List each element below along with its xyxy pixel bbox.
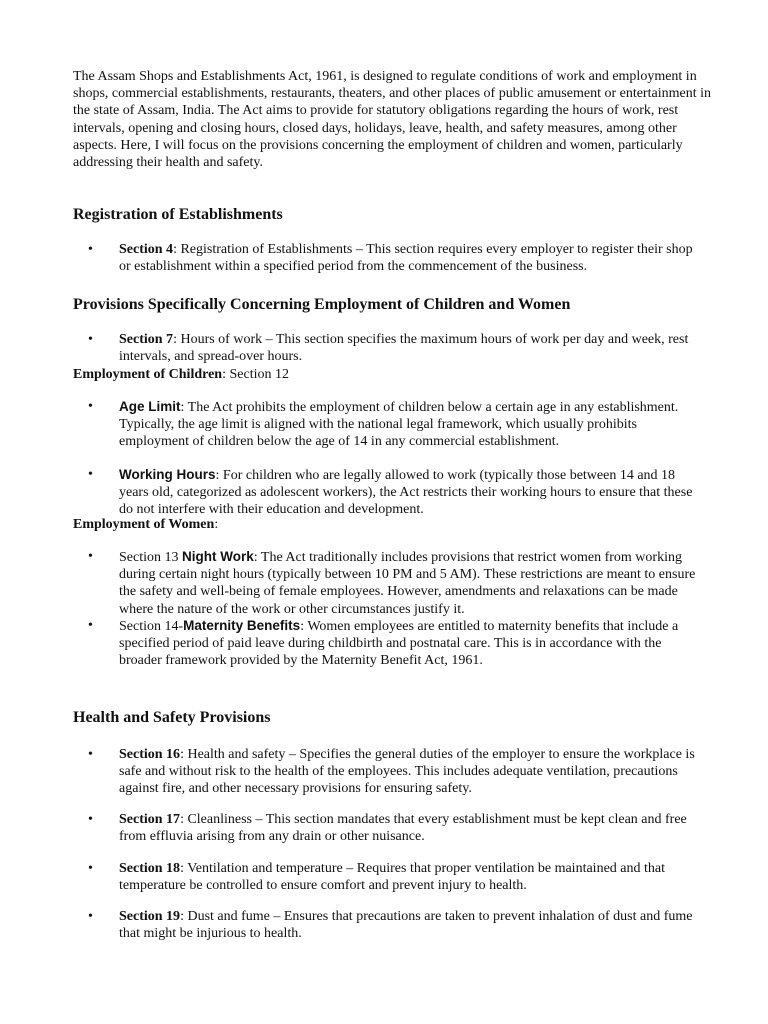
bullet-icon: •	[88, 812, 93, 827]
item-text: : Health and safety – Specifies the general duties of the employer to ensure the workplace is safe and without risk to the health of the employees. This includes adequate ventilation, precautions against fire, and other necessary provisions for ensuring safety.	[119, 747, 695, 797]
list-item-maternity-benefits	[88, 617, 699, 670]
registration-heading: Registration of Establishments	[73, 206, 283, 223]
bullet-icon: •	[88, 549, 93, 564]
bullet-icon: •	[88, 467, 93, 482]
women-label: Employment of Women	[73, 517, 215, 532]
intro-paragraph: The Assam Shops and Establishments Act, 1961, is designed to regulate conditions of work and employment in shops, commercial establishments, restaurants, theaters, and other places of public amusement or entertainment in the state of Assam, India. The Act aims to provide for statutory obligations regarding the hours of work, rest intervals, opening and closing hours, closed days, holidays, leave, health, and safety measures, among other aspects. Here, I will focus on the provisions concerning the employment of children and women, particularly addressing their health and safety.	[73, 69, 711, 171]
item-label: Age Limit	[119, 399, 181, 414]
bullet-icon: •	[88, 618, 93, 633]
bullet-icon: •	[88, 861, 93, 876]
item-text: : For children who are legally allowed to work (typically those between 14 and 18 years old, categorized as adolescent workers), the Act restricts their working hours to ensure that these do not interfere with their education and development.	[119, 468, 693, 518]
item-text: : Registration of Establishments – This section requires every employer to register their shop or establishment within a specified period from the commencement of the business.	[119, 242, 693, 275]
list-item-section-18	[88, 860, 699, 894]
item-text: : Dust and fume – Ensures that precautions are taken to prevent inhalation of dust and fume that might be injurious to health.	[119, 909, 693, 942]
item-text: : Women employees are entitled to maternity benefits that include a specified period of paid leave during childbirth and postnatal care. This is in accordance with the broader framework provided by the Maternity Benefit Act, 1961.	[119, 619, 679, 669]
list-item-section-17	[88, 811, 699, 845]
children-suffix: : Section 12	[222, 367, 289, 382]
item-label: Maternity Benefits	[183, 618, 301, 633]
health-heading: Health and Safety Provisions	[73, 709, 271, 726]
list-item-age-limit	[88, 398, 699, 451]
list-item-section-19	[88, 908, 699, 942]
item-label: Working Hours	[119, 467, 216, 482]
list-item-section-16	[88, 746, 699, 798]
bullet-icon: •	[88, 747, 93, 762]
women-suffix: :	[214, 517, 219, 532]
bullet-icon: •	[88, 399, 93, 414]
list-item-section-7	[88, 331, 699, 365]
bullet-icon: •	[88, 242, 93, 257]
item-label: Section 4	[119, 242, 174, 257]
item-label: Section 19	[119, 909, 181, 924]
item-label: Section 18	[119, 861, 181, 876]
item-text: : The Act traditionally includes provisions that restrict women from working during certain night hours (typically between 10 PM and 5 AM). These restrictions are meant to ensure the safety and well-being of female employees. However, amendments and relaxations can be made where the nature of the work or other circumstances justify it.	[119, 550, 696, 617]
bullet-icon: •	[88, 332, 93, 347]
list-item-section-4	[88, 241, 699, 275]
item-text: : Cleanliness – This section mandates that every establishment must be kept clean and free from effluvia arising from any drain or other nuisance.	[119, 812, 687, 845]
item-label: Section 7	[119, 332, 174, 347]
item-text: : Hours of work – This section specifies the maximum hours of work per day and week, rest intervals, and spread-over hours.	[119, 332, 689, 365]
bullet-icon: •	[88, 909, 93, 924]
item-label: Section 16	[119, 747, 181, 762]
list-item-night-work	[88, 548, 699, 618]
item-label: Night Work	[182, 549, 254, 564]
item-label: Section 17	[119, 812, 181, 827]
item-text: : Ventilation and temperature – Requires that proper ventilation be maintained and that temperature be controlled to ensure comfort and prevent injury to health.	[119, 861, 665, 894]
provisions-heading: Provisions Specifically Concerning Employment of Children and Women	[73, 296, 571, 313]
item-text: : The Act prohibits the employment of children below a certain age in any establishment. Typically, the age limit is aligned with the national legal framework, which usually prohibits employment of children below the age of 14 in any commercial establishment.	[119, 400, 679, 450]
item-prefix: Section 14-	[119, 619, 184, 634]
list-item-working-hours	[88, 466, 699, 519]
item-prefix: Section 13	[119, 550, 182, 565]
children-subheading	[73, 366, 289, 383]
children-label: Employment of Children	[73, 367, 223, 382]
women-subheading	[73, 516, 218, 533]
